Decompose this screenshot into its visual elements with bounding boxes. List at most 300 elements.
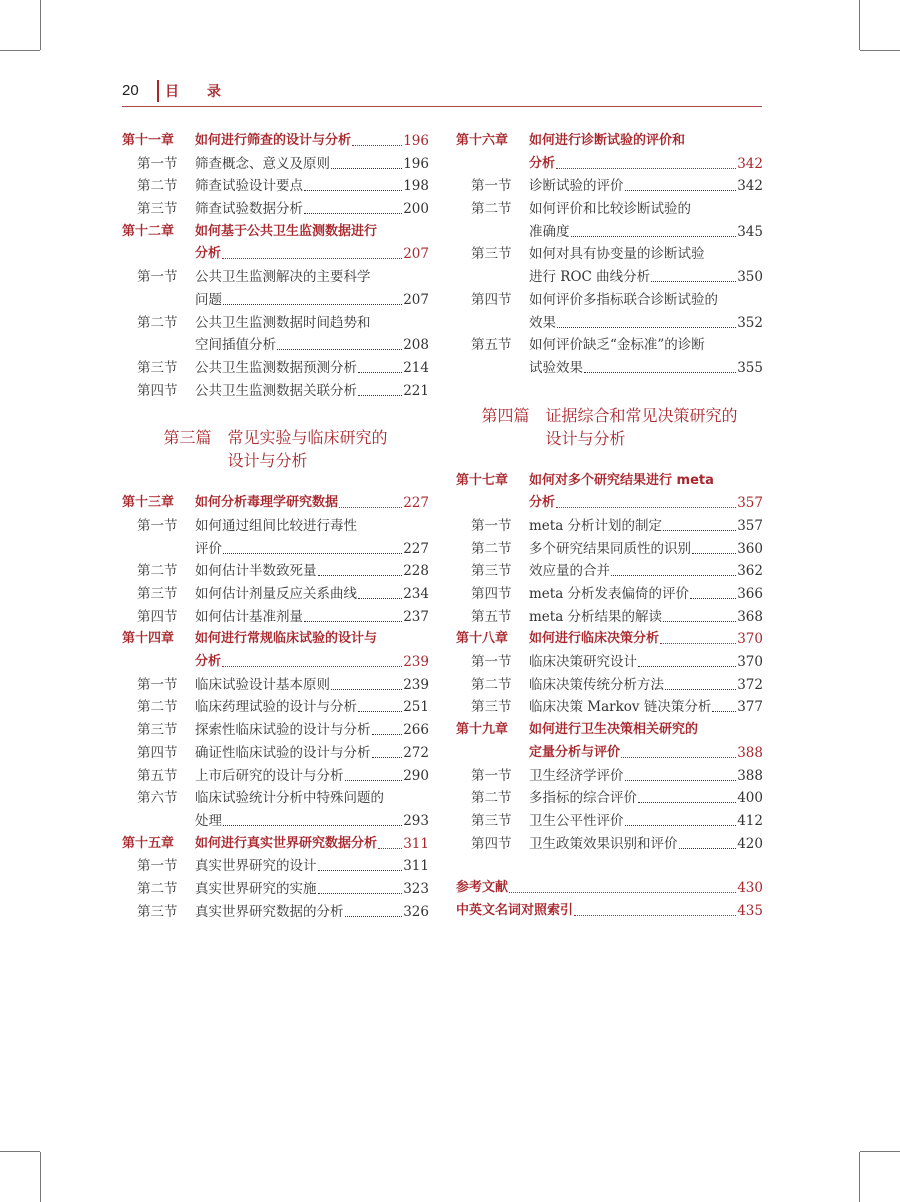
page-number: 350 [737,269,763,286]
toc-section-entry[interactable] [122,787,429,832]
entry-title: 诊断试验的评价 [529,178,624,195]
toc-chapter-entry[interactable] [122,221,429,266]
dot-leader [571,236,737,237]
entry-label: 第二节 [137,563,178,580]
dot-leader [690,598,736,599]
entry-label: 第十四章 [122,631,175,647]
label-spacer [456,742,529,765]
entry-label: 第十八章 [456,631,509,647]
page-number: 208 [403,337,429,354]
page-number: 200 [403,201,429,218]
toc-line [122,153,429,176]
dot-leader [638,666,736,667]
header-divider [157,80,159,102]
toc-section-entry[interactable] [122,560,429,583]
page-number: 207 [403,291,429,308]
entry-label: 第十九章 [456,722,509,738]
label-spacer [122,334,195,357]
entry-title: 如何进行筛查的设计与分析 [195,133,352,148]
label-spacer [122,243,195,266]
page-number: 342 [737,155,763,172]
toc-section-entry[interactable] [122,175,429,198]
page-number: 227 [403,495,429,512]
toc-section-entry[interactable] [456,289,763,334]
page-number: 388 [737,744,763,761]
entry-title: 如何进行临床决策分析 [529,631,660,647]
toc-line [122,833,429,856]
toc-chapter-entry[interactable] [456,628,763,651]
toc-section-entry[interactable] [122,901,429,924]
dot-leader [556,168,736,169]
dot-leader [651,281,736,282]
page-number: 430 [737,880,763,897]
toc-section-entry[interactable] [122,855,429,878]
dot-leader [318,870,403,871]
page-number: 251 [403,699,429,716]
entry-label: 第三节 [471,699,512,716]
dot-leader [222,258,402,259]
part-title-line: 常见实验与临床研究的 [227,428,388,448]
toc-line [456,334,763,357]
toc-line [456,175,763,198]
toc-backmatter-entry[interactable] [456,877,763,900]
crop-mark [859,0,860,50]
toc-section-entry[interactable] [456,833,763,856]
entry-title: 临床决策研究设计 [529,654,637,671]
page-number: 234 [403,586,429,602]
entry-label: 第一节 [137,155,178,172]
page-number: 342 [737,178,763,195]
toc-line [456,696,763,719]
entry-label: 第二节 [471,676,512,693]
entry-label: 第四节 [471,291,512,308]
entry-title: 如何通过组间比较进行毒性 [195,517,357,534]
entry-label: 第四节 [137,608,178,625]
entry-title: 卫生公平性评价 [529,812,624,829]
toc-line [456,221,763,244]
page-number: 435 [737,902,763,919]
toc-chapter-entry[interactable] [456,719,763,764]
entry-label: 第一节 [471,517,512,534]
toc-section-entry[interactable] [456,583,763,606]
toc-chapter-entry[interactable] [122,833,429,856]
entry-title: 分析 [195,246,222,262]
entry-label: 第四节 [471,586,512,602]
entry-label: 第二节 [471,790,512,807]
entry-label: 第十三章 [122,495,175,511]
dot-leader [345,916,403,917]
entry-label: 第三节 [137,903,178,920]
entry-title: 如何估计基准剂量 [195,608,303,625]
part-title [546,404,738,450]
dot-leader [556,507,736,508]
entry-title: 评价 [195,540,222,557]
toc-section-entry[interactable] [456,243,763,288]
entry-title: 真实世界研究的实施 [195,880,317,897]
toc-column-right [456,130,763,923]
page-number: 311 [403,858,429,875]
part-title-line: 设计与分析 [545,428,626,448]
entry-label: 第十七章 [456,472,509,488]
entry-title: 如何进行真实世界研究数据分析 [195,835,378,851]
page-number: 370 [737,654,763,671]
toc-section-entry[interactable] [122,583,429,606]
toc-backmatter-entry[interactable] [456,900,763,923]
dot-leader [638,802,736,803]
entry-title: 公共卫生监测数据时间趋势和 [195,314,371,331]
toc-section-entry[interactable] [122,312,429,357]
entry-title: meta 分析计划的制定 [529,517,663,534]
toc-line [456,130,763,153]
toc-line [456,674,763,697]
toc-line [122,765,429,788]
page-number: 355 [737,359,763,376]
toc-line [122,334,429,357]
page-number: 239 [403,676,429,693]
toc-line [122,651,429,674]
label-spacer [456,153,529,176]
entry-label: 第二节 [137,699,178,716]
page-number: 221 [403,382,429,399]
dot-leader [625,825,737,826]
entry-title: 效应量的合并 [529,563,610,580]
entry-title: 如何基于公共卫生监测数据进行 [195,223,378,239]
entry-title: 上市后研究的设计与分析 [195,767,344,784]
toc-line [122,628,429,651]
page-number: 326 [403,903,429,920]
dot-leader [304,621,402,622]
entry-title: 问题 [195,291,222,308]
entry-label: 第三节 [137,359,178,376]
toc-line [122,198,429,221]
toc-line [456,266,763,289]
page-number: 360 [737,540,763,557]
toc-chapter-entry[interactable] [456,470,763,515]
part-title-line: 设计与分析 [227,451,308,471]
toc-section-entry[interactable] [456,560,763,583]
entry-title: 如何评价多指标联合诊断试验的 [529,291,718,308]
label-spacer [456,312,529,335]
toc-line [122,606,429,629]
label-spacer [122,810,195,833]
toc-chapter-entry[interactable] [456,130,763,175]
page-number: 345 [737,223,763,240]
toc-chapter-entry[interactable] [122,628,429,673]
toc-line [122,901,429,924]
toc-line [456,538,763,561]
page-number: 214 [403,359,429,376]
entry-title: 如何分析毒理学研究数据 [195,495,339,511]
page-number: 239 [403,654,429,671]
dot-leader [621,757,736,758]
toc-section-entry[interactable] [122,674,429,697]
toc-section-entry[interactable] [122,515,429,560]
dot-leader [222,666,402,667]
entry-label: 第二节 [137,314,178,331]
entry-title: 临床药理试验的设计与分析 [195,699,357,716]
toc-line [122,266,429,289]
toc-line [456,742,763,765]
dot-leader [625,780,737,781]
toc-section-entry[interactable] [122,198,429,221]
entry-label: 第一节 [137,676,178,693]
dot-leader [304,190,402,191]
toc-line [122,696,429,719]
toc-line [122,719,429,742]
entry-title: 卫生政策效果识别和评价 [529,835,678,852]
dot-leader [358,395,402,396]
page-number: 196 [403,133,429,149]
entry-title: 如何进行诊断试验的评价和 [529,133,686,148]
dot-leader [331,689,402,690]
page-number: 237 [403,608,429,625]
entry-label: 第六节 [137,790,178,807]
page-number: 368 [737,608,763,625]
dot-leader [712,711,736,712]
toc-line [456,877,763,900]
toc-line [456,900,763,923]
label-spacer [456,221,529,244]
toc-line [122,492,429,515]
toc-line [122,289,429,312]
toc-line [456,357,763,380]
toc-section-entry[interactable] [456,198,763,243]
entry-label: 第十五章 [122,835,175,851]
toc-line [456,198,763,221]
toc-line [456,560,763,583]
label-spacer [122,538,195,561]
toc-line [122,221,429,244]
dot-leader [372,734,403,735]
toc-line [456,153,763,176]
entry-label: 第三节 [471,563,512,580]
entry-title: 真实世界研究数据的分析 [195,903,344,920]
entry-label: 第四节 [471,835,512,852]
dot-leader [372,757,403,758]
toc-line [122,380,429,403]
dot-leader [509,892,736,893]
toc-line [122,742,429,765]
label-spacer [456,266,529,289]
page-number: 377 [737,699,763,716]
crop-mark [860,50,900,51]
toc-section-entry[interactable] [456,810,763,833]
entry-label: 第一节 [471,767,512,784]
toc-line [456,719,763,742]
page-number: 196 [403,155,429,172]
crop-mark [0,1151,40,1152]
toc-line [456,833,763,856]
toc-section-entry[interactable] [122,357,429,380]
label-spacer [122,289,195,312]
entry-title: 卫生经济学评价 [529,767,624,784]
entry-title: 如何对具有协变量的诊断试验 [529,246,705,263]
entry-title: 分析 [529,495,556,511]
toc-line [122,560,429,583]
label-spacer [456,492,529,515]
page-header [122,80,762,107]
toc-line [456,651,763,674]
entry-title: 公共卫生监测解决的主要科学 [195,269,371,286]
entry-label: 第五节 [471,337,512,354]
entry-title: 空间插值分析 [195,337,276,354]
page-number: 357 [737,495,763,512]
part-heading [456,404,763,450]
dot-leader [584,372,736,373]
toc-section-entry[interactable] [122,153,429,176]
entry-title: 定量分析与评价 [529,744,621,760]
page-number: 362 [737,563,763,580]
entry-title: 公共卫生监测数据关联分析 [195,382,357,399]
toc-line [456,289,763,312]
page-number: 357 [737,517,763,534]
page-number: 266 [403,722,429,739]
toc-section-entry[interactable] [456,787,763,810]
part-title [228,426,388,472]
page-number: 290 [403,767,429,784]
toc-section-entry[interactable] [122,765,429,788]
entry-label: 第二节 [471,201,512,218]
page-number: 227 [403,540,429,557]
dot-leader [223,553,402,554]
toc-section-entry[interactable] [122,606,429,629]
entry-title: 临床决策传统分析方法 [529,676,664,693]
toc-section-entry[interactable] [456,515,763,538]
part-label: 第四篇 [481,405,530,425]
toc-section-entry[interactable] [122,878,429,901]
part-heading [122,426,429,472]
entry-label: 第五节 [471,608,512,625]
toc-section-entry[interactable] [122,266,429,311]
entry-label: 第四节 [137,382,178,399]
crop-mark [859,1152,860,1202]
dot-leader [358,711,402,712]
entry-title: 筛查试验数据分析 [195,201,303,218]
toc-line [456,470,763,493]
toc-section-entry[interactable] [456,538,763,561]
toc-line [122,312,429,335]
dot-leader [277,349,402,350]
toc-chapter-entry[interactable] [122,130,429,153]
page-number: 311 [403,835,429,852]
entry-title: 中英文名词对照索引 [456,902,574,918]
dot-leader [339,507,402,508]
page-number: 228 [403,563,429,580]
toc-section-entry[interactable] [122,696,429,719]
entry-label: 第三节 [471,246,512,263]
toc-section-entry[interactable] [456,765,763,788]
entry-title: 临床试验设计基本原则 [195,676,330,693]
dot-leader [331,168,402,169]
toc-chapter-entry[interactable] [122,492,429,515]
dot-leader [679,848,737,849]
entry-title: 如何进行常规临床试验的设计与 [195,631,378,647]
dot-leader [611,575,736,576]
entry-title: 多指标的综合评价 [529,790,637,807]
toc-section-entry[interactable] [122,719,429,742]
entry-label: 第一节 [471,178,512,195]
entry-label: 第一节 [471,654,512,671]
label-spacer [456,357,529,380]
entry-title: 如何进行卫生决策相关研究的 [529,722,699,738]
entry-title: 分析 [195,654,222,670]
toc-line [122,538,429,561]
crop-mark [0,50,40,51]
toc-line [122,515,429,538]
entry-label: 第二节 [137,880,178,897]
entry-label: 第一节 [137,858,178,875]
dot-leader [358,598,402,599]
dot-leader [665,689,736,690]
toc-line [456,810,763,833]
entry-label: 第三节 [137,201,178,218]
entry-title: 公共卫生监测数据预测分析 [195,359,357,376]
entry-title: 筛查试验设计要点 [195,178,303,195]
toc-line [122,878,429,901]
toc-section-entry[interactable] [456,674,763,697]
toc-section-entry[interactable] [456,606,763,629]
entry-title: 如何评价和比较诊断试验的 [529,201,691,218]
entry-label: 第十一章 [122,133,175,148]
entry-title: 处理 [195,812,222,829]
toc-section-entry[interactable] [456,696,763,719]
entry-title: 多个研究结果同质性的识别 [529,540,691,557]
entry-title: 效果 [529,314,556,331]
toc-line [122,787,429,810]
toc-section-entry[interactable] [122,742,429,765]
entry-label: 第一节 [137,517,178,534]
dot-leader [223,825,402,826]
page-number: 20 [122,82,139,99]
entry-title: 如何对多个研究结果进行 meta [529,472,714,488]
entry-title: 确证性临床试验的设计与分析 [195,744,371,761]
entry-label: 第二节 [471,540,512,557]
toc-line [122,130,429,153]
toc-line [456,583,763,606]
entry-title: 临床试验统计分析中特殊问题的 [195,790,384,807]
entry-label: 第二节 [137,178,178,195]
dot-leader [692,553,736,554]
entry-label: 第三节 [471,812,512,829]
entry-title: 探索性临床试验的设计与分析 [195,722,371,739]
toc-line [456,243,763,266]
crop-mark [40,0,41,50]
toc-section-entry[interactable] [456,651,763,674]
entry-label: 第三节 [137,586,178,602]
page-number: 370 [737,631,763,648]
page-number: 198 [403,178,429,195]
toc-line [456,628,763,651]
dot-leader [352,145,402,146]
entry-title: 如何估计半数致死量 [195,563,317,580]
entry-title: 如何估计剂量反应关系曲线 [195,586,357,602]
toc-line [456,787,763,810]
page-number: 366 [737,586,763,602]
entry-label: 第四节 [137,744,178,761]
toc-section-entry[interactable] [122,380,429,403]
entry-label: 第三节 [137,722,178,739]
page-number: 272 [403,744,429,761]
header-title: 目录 [165,84,249,100]
dot-leader [660,643,736,644]
toc-section-entry[interactable] [456,175,763,198]
toc-line [122,810,429,833]
toc-line [456,765,763,788]
page-number: 400 [737,790,763,807]
toc-line [122,175,429,198]
toc-section-entry[interactable] [456,334,763,379]
entry-title: 分析 [529,155,556,171]
